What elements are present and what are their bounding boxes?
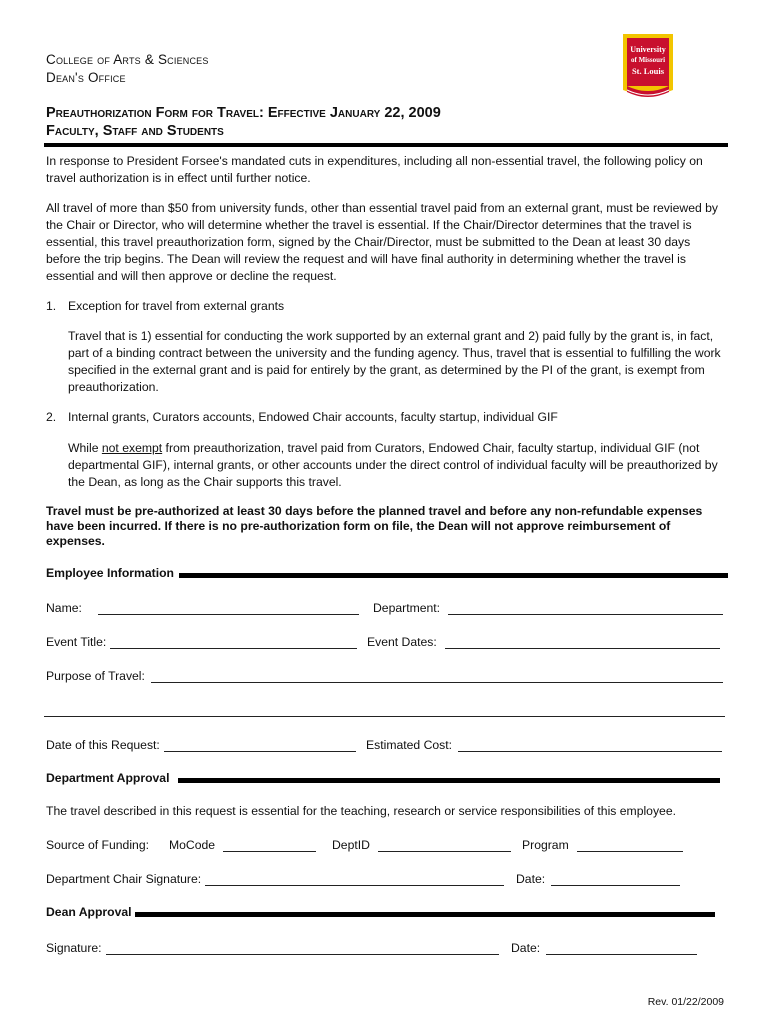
chair-signature-input-line[interactable] <box>205 872 504 886</box>
college-name: College of Arts & Sciences <box>46 52 209 67</box>
estimated-cost-input-line[interactable] <box>458 738 722 752</box>
list-label: Exception for travel from external grants <box>68 299 285 313</box>
request-date-input-line[interactable] <box>164 738 356 752</box>
event-title-field[interactable] <box>46 635 357 649</box>
dean-signature-label: Signature: <box>46 941 102 955</box>
preauthorization-warning: Travel must be pre-authorized at least 30 days before the planned travel and before any non-refundable expenses have been incurred. If there is no pre-authorization form on file, the Dean will not approve reimbursement of expenses. <box>46 504 703 548</box>
office-name: Dean's Office <box>46 70 126 85</box>
name-input-line[interactable] <box>98 601 359 615</box>
source-of-funding-label-wrap <box>46 838 149 852</box>
event-dates-label: Event Dates: <box>367 635 437 649</box>
name-label: Name: <box>46 601 82 615</box>
form-title: Preauthorization Form for Travel: Effective January 22, 2009 <box>46 105 441 121</box>
intro-paragraph-1: In response to President Forsee's mandated cuts in expenditures, including all non-essential travel, the following policy on travel authorization is in effect until further notice. <box>46 154 703 185</box>
department-field[interactable] <box>373 601 723 615</box>
request-date-label: Date of this Request: <box>46 738 160 752</box>
dean-date-label: Date: <box>511 941 541 955</box>
name-field[interactable] <box>46 601 359 615</box>
purpose-input-line[interactable] <box>151 669 723 683</box>
department-label: Department: <box>373 601 441 615</box>
form-subtitle: Faculty, Staff and Students <box>46 123 224 139</box>
chair-signature-field[interactable] <box>46 872 504 886</box>
mocode-input-line[interactable] <box>223 838 316 852</box>
logo-text-university: University <box>630 45 666 54</box>
chair-date-label: Date: <box>516 872 546 886</box>
event-title-label: Event Title: <box>46 635 107 649</box>
chair-date-field[interactable] <box>516 872 680 886</box>
dean-approval-heading <box>46 905 715 919</box>
section-bar <box>179 573 728 578</box>
department-input-line[interactable] <box>448 601 723 615</box>
dean-signature-input-line[interactable] <box>106 941 499 955</box>
dean-date-input-line[interactable] <box>546 941 697 955</box>
list-item-body: Travel that is 1) essential for conducting the work supported by an external grant and 2) paid fully by the grant is, in fact, part of a binding contract between the university and the funding agency. Thus, travel that is essential to fulfilling the work specified in the external grant and is paid for entirely by the grant, as determined by the PI of the grant, is exempt from preauthorization. <box>68 329 721 394</box>
purpose-continuation-line[interactable] <box>44 716 725 717</box>
list-item-body <box>68 440 726 491</box>
program-input-line[interactable] <box>577 838 683 852</box>
source-of-funding-label: Source of Funding: <box>46 838 149 852</box>
chair-date-input-line[interactable] <box>551 872 680 886</box>
list-item <box>46 298 284 315</box>
deptid-input-line[interactable] <box>378 838 511 852</box>
revision-date: Rev. 01/22/2009 <box>647 996 724 1008</box>
list-label: Internal grants, Curators accounts, Endowed Chair accounts, faculty startup, individual GIF <box>68 410 558 424</box>
title-divider <box>44 143 728 147</box>
event-dates-field[interactable] <box>367 635 720 649</box>
deptid-field[interactable] <box>332 838 511 852</box>
deptid-label: DeptID <box>332 838 370 852</box>
estimated-cost-field[interactable] <box>366 738 722 752</box>
dean-date-field[interactable] <box>511 941 697 955</box>
intro-paragraph-2: All travel of more than $50 from university funds, other than essential travel paid from an external grant, must be reviewed by the Chair or Director, who will determine whether the travel is essential. If the Chair/Director determines that the travel is essential, this travel preauthorization form, signed by the Chair/Director, must be submitted to the Dean at least 30 days before the trip begins. The Dean will review the request and will have final authority in determining whether the travel is essential and will then approve or decline the request. <box>46 201 719 283</box>
section-title: Dean Approval <box>46 905 132 919</box>
purpose-label: Purpose of Travel: <box>46 669 145 683</box>
logo-text-missouri: of Missouri <box>630 56 666 64</box>
event-dates-input-line[interactable] <box>445 635 720 649</box>
request-date-field[interactable] <box>46 738 356 752</box>
list-item <box>46 409 558 426</box>
section-title: Department Approval <box>46 771 170 785</box>
program-field[interactable] <box>522 838 683 852</box>
list-number: 1. <box>46 299 57 313</box>
university-logo-icon <box>619 30 677 104</box>
mocode-label: MoCode <box>169 838 216 852</box>
underlined-text: not exempt <box>101 441 163 455</box>
dean-signature-field[interactable] <box>46 941 499 955</box>
chair-signature-label: Department Chair Signature: <box>46 872 202 886</box>
mocode-field[interactable] <box>169 838 316 852</box>
section-bar <box>178 778 720 783</box>
estimated-cost-label: Estimated Cost: <box>366 738 453 752</box>
essential-statement: The travel described in this request is essential for the teaching, research or service responsibilities of this employee. <box>46 804 676 818</box>
section-bar <box>135 912 715 917</box>
employee-info-heading <box>46 566 728 580</box>
body-text: While <box>68 441 102 455</box>
body-text: from preauthorization, travel paid from Curators, Endowed Chair, faculty startup, individual GIF (not departmental GIF), internal grants, or other accounts under the direct control of individual faculty will be preauthorized by the Dean, as long as the Chair supports this travel. <box>68 441 718 489</box>
event-title-input-line[interactable] <box>110 635 357 649</box>
logo-text-stlouis: St. Louis <box>631 66 665 76</box>
list-number: 2. <box>46 410 57 424</box>
section-title: Employee Information <box>46 566 174 580</box>
department-approval-heading <box>46 771 720 785</box>
purpose-field[interactable] <box>46 669 723 683</box>
program-label: Program <box>522 838 569 852</box>
